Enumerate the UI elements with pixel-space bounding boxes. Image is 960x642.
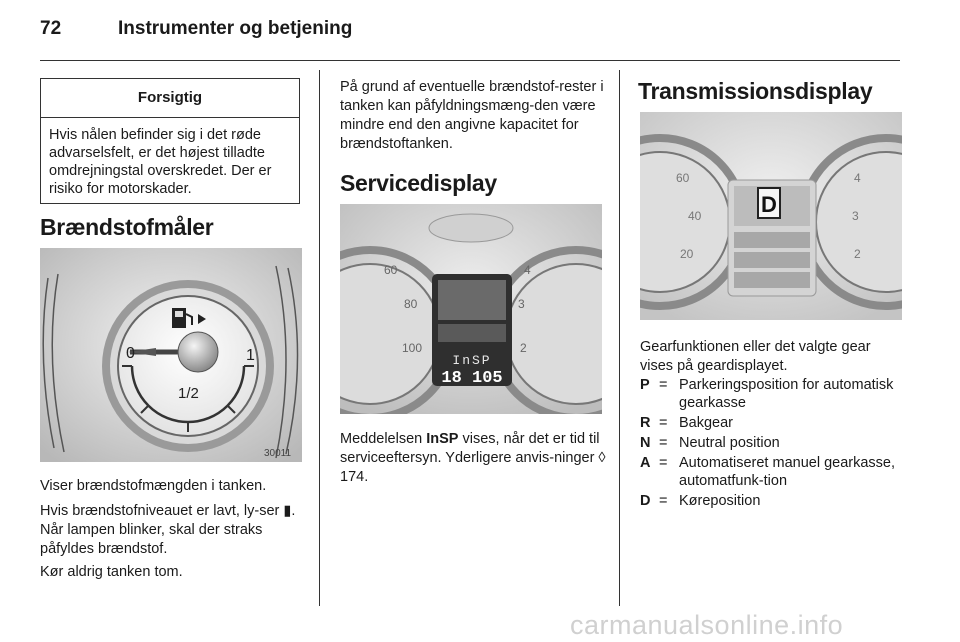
gear-key: P — [640, 377, 650, 393]
svg-text:100: 100 — [402, 341, 423, 355]
fuel-label-full: 1 — [246, 347, 255, 364]
gear-description: Køreposition — [679, 493, 761, 509]
svg-text:60: 60 — [384, 263, 398, 277]
service-display-photo — [340, 204, 602, 414]
gear-equals: = — [659, 455, 668, 471]
page-number: 72 — [40, 18, 62, 39]
gear-item-n — [640, 434, 902, 452]
caution-title: Forsigtig — [41, 79, 299, 118]
svg-text:80: 80 — [404, 297, 418, 311]
fuel-label-empty: 0 — [126, 345, 135, 362]
gear-item-a — [640, 454, 902, 490]
gear-list — [640, 376, 902, 512]
gear-description: Parkeringsposition for automatisk gearkasse — [679, 377, 894, 411]
svg-text:60: 60 — [676, 171, 690, 185]
svg-text:3: 3 — [518, 297, 525, 311]
svg-text:4: 4 — [524, 263, 531, 277]
svg-text:4: 4 — [854, 171, 861, 185]
gear-item-r — [640, 414, 902, 432]
column-divider-left — [319, 70, 320, 606]
gear-key: D — [640, 493, 651, 509]
service-text — [340, 430, 606, 487]
gear-equals: = — [659, 435, 668, 451]
fuel-label-half: 1/2 — [178, 385, 199, 402]
gear-equals: = — [659, 493, 668, 509]
gear-key: R — [640, 415, 651, 431]
service-text-code: InSP — [426, 431, 459, 447]
image-code: 30011 — [264, 448, 292, 459]
header-rule — [40, 60, 900, 61]
odometer-display: 18 105 — [441, 369, 503, 388]
gear-intro-text: Gearfunktionen eller det valgte gear vises på geardisplayet. — [640, 339, 871, 374]
watermark: carmanualsonline.info — [570, 610, 844, 640]
svg-text:40: 40 — [688, 209, 702, 223]
gear-item-d — [640, 492, 902, 510]
transmission-display-photo — [640, 112, 902, 320]
gear-equals: = — [659, 415, 668, 431]
gear-display: D — [761, 192, 777, 217]
fuel-text-1: Viser brændstofmængden i tanken. — [40, 478, 267, 494]
svg-text:2: 2 — [854, 247, 861, 261]
svg-text:2: 2 — [520, 341, 527, 355]
service-text-lead: Meddelelsen — [340, 431, 427, 447]
svg-text:20: 20 — [680, 247, 694, 261]
fuel-gauge-heading: Brændstofmåler — [40, 214, 214, 240]
transmission-display-heading: Transmissionsdisplay — [638, 78, 873, 104]
fuel-gauge-photo — [40, 248, 302, 462]
fuel-text-3: Kør aldrig tanken tom. — [40, 564, 183, 580]
gear-key: N — [640, 435, 651, 451]
gear-equals: = — [659, 377, 668, 393]
gear-item-p — [640, 376, 902, 412]
gear-key: A — [640, 455, 651, 471]
gear-description: Neutral position — [679, 435, 780, 451]
gear-description: Bakgear — [679, 415, 734, 431]
caution-text: Hvis nålen befinder sig i det røde advarselsfelt, er det højest tilladte omdrejningstal overskredet. Der er risiko for motorskader. — [49, 127, 272, 197]
caution-box — [40, 78, 300, 204]
service-text-rest: vises, når det er tid til serviceeftersyn. Yderligere anvis-ninger ◊ 174. — [340, 431, 606, 485]
svg-text:3: 3 — [852, 209, 859, 223]
service-display-heading: Servicedisplay — [340, 170, 497, 196]
service-code-display: InSP — [452, 353, 492, 368]
column-divider-right — [619, 70, 620, 606]
page-title: Instrumenter og betjening — [118, 18, 353, 39]
gear-description: Automatiseret manuel gearkasse, automatfunk-tion — [679, 455, 895, 489]
fuel-text-2: Hvis brændstofniveauet er lavt, ly-ser ▮. Når lampen blinker, skal der straks påfyldes brændstof. — [40, 503, 296, 557]
fuel-capacity-text: På grund af eventuelle brændstof-rester i tanken kan påfyldningsmæng-den være mindre end den angivne kapacitet for brændstoftanken. — [340, 79, 604, 152]
